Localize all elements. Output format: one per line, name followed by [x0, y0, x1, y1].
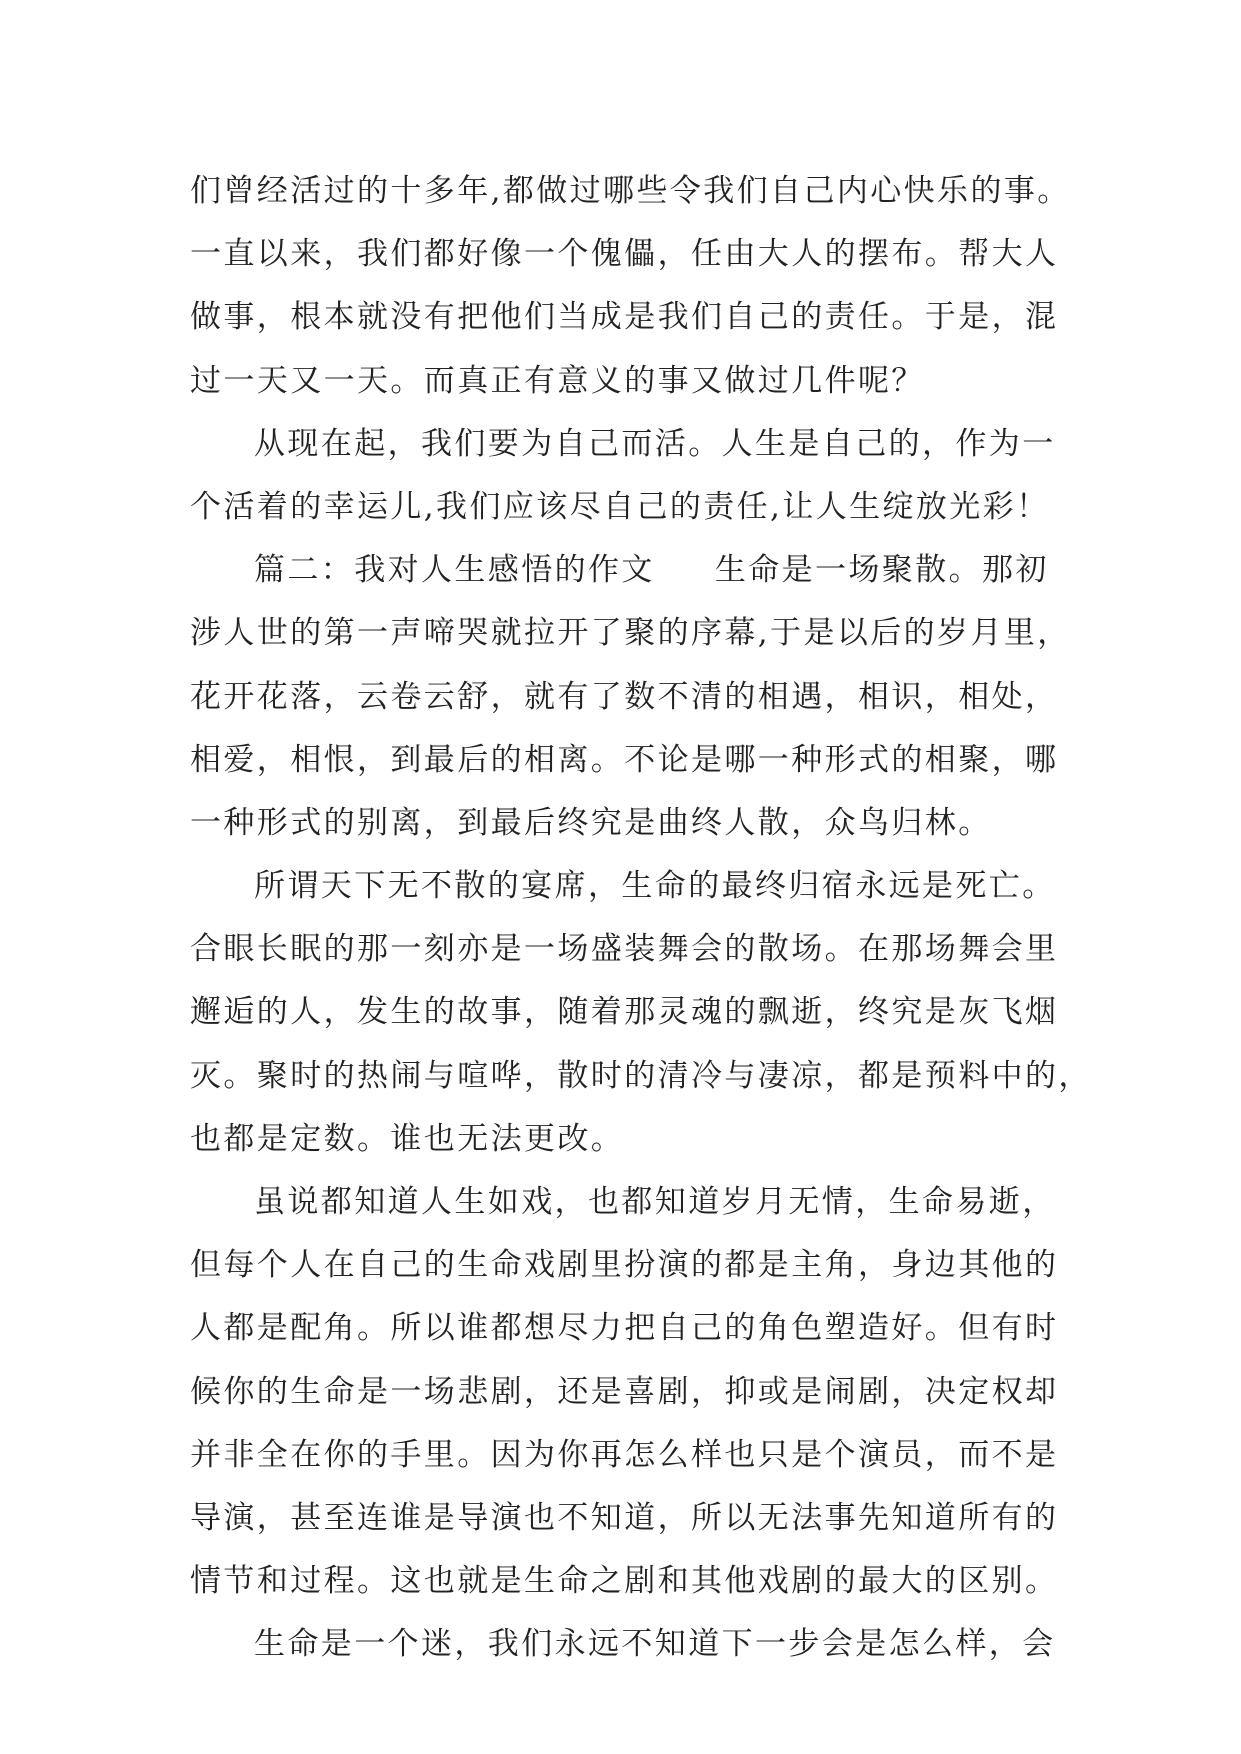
text-line: 一直以来，我们都好像一个傀儡，任由大人的摆布。帮大人	[190, 236, 1059, 273]
text-line: 但每个人在自己的生命戏剧里扮演的都是主角，身边其他的	[190, 1247, 1059, 1284]
text-line: 个活着的幸运儿,我们应该尽自己的责任,让人生绽放光彩！	[190, 488, 1050, 525]
paragraph-start-line: 所谓天下无不散的宴席，生命的最终归宿永远是死亡。	[254, 868, 1056, 905]
text-line: 邂逅的人，发生的故事，随着那灵魂的飘逝，终究是灰飞烟	[190, 994, 1059, 1031]
text-line: 相爱，相恨，到最后的相离。不论是哪一种形式的相聚，哪	[190, 741, 1059, 778]
section-opening-text: 生命是一场聚散。那初	[714, 552, 1049, 589]
text-line: 灭。聚时的热闹与喧哗，散时的清冷与凄凉，都是预料中的，	[190, 1057, 1092, 1094]
text-line: 导演，甚至连谁是导演也不知道，所以无法事先知道所有的	[190, 1499, 1059, 1536]
text-line: 人都是配角。所以谁都想尽力把自己的角色塑造好。但有时	[190, 1310, 1059, 1347]
text-line: 并非全在你的手里。因为你再怎么样也只是个演员，而不是	[190, 1436, 1059, 1473]
text-line: 候你的生命是一场悲剧，还是喜剧，抑或是闹剧，决定权却	[190, 1373, 1059, 1410]
paragraph-start-line: 生命是一个迷，我们永远不知道下一步会是怎么样，会	[254, 1626, 1056, 1663]
section-heading: 篇二：我对人生感悟的作文	[254, 552, 655, 589]
text-line: 花开花落，云卷云舒，就有了数不清的相遇，相识，相处，	[190, 678, 1059, 715]
text-line: 也都是定数。谁也无法更改。	[190, 1120, 625, 1157]
text-line: 们曾经活过的十多年,都做过哪些令我们自己内心快乐的事。	[190, 173, 1071, 209]
body-text	[190, 160, 1090, 1677]
text-line: 做事，根本就没有把他们当成是我们自己的责任。于是，混	[190, 299, 1059, 336]
text-line: 涉人世的第一声啼哭就拉开了聚的序幕,于是以后的岁月里，	[190, 615, 1071, 652]
text-line: 过一天又一天。而真正有意义的事又做过几件呢？	[190, 362, 925, 399]
paragraph-start-line: 虽说都知道人生如戏，也都知道岁月无情，生命易逝，	[254, 1184, 1056, 1220]
text-line: 一种形式的别离，到最后终究是曲终人散，众鸟归林。	[190, 804, 992, 841]
section-heading-line	[190, 539, 1090, 602]
text-line: 情节和过程。这也就是生命之剧和其他戏剧的最大的区别。	[190, 1563, 1059, 1600]
text-line: 合眼长眠的那一刻亦是一场盛装舞会的散场。在那场舞会里	[190, 931, 1059, 968]
paragraph-start-line: 从现在起，我们要为自己而活。人生是自己的，作为一	[254, 425, 1056, 462]
